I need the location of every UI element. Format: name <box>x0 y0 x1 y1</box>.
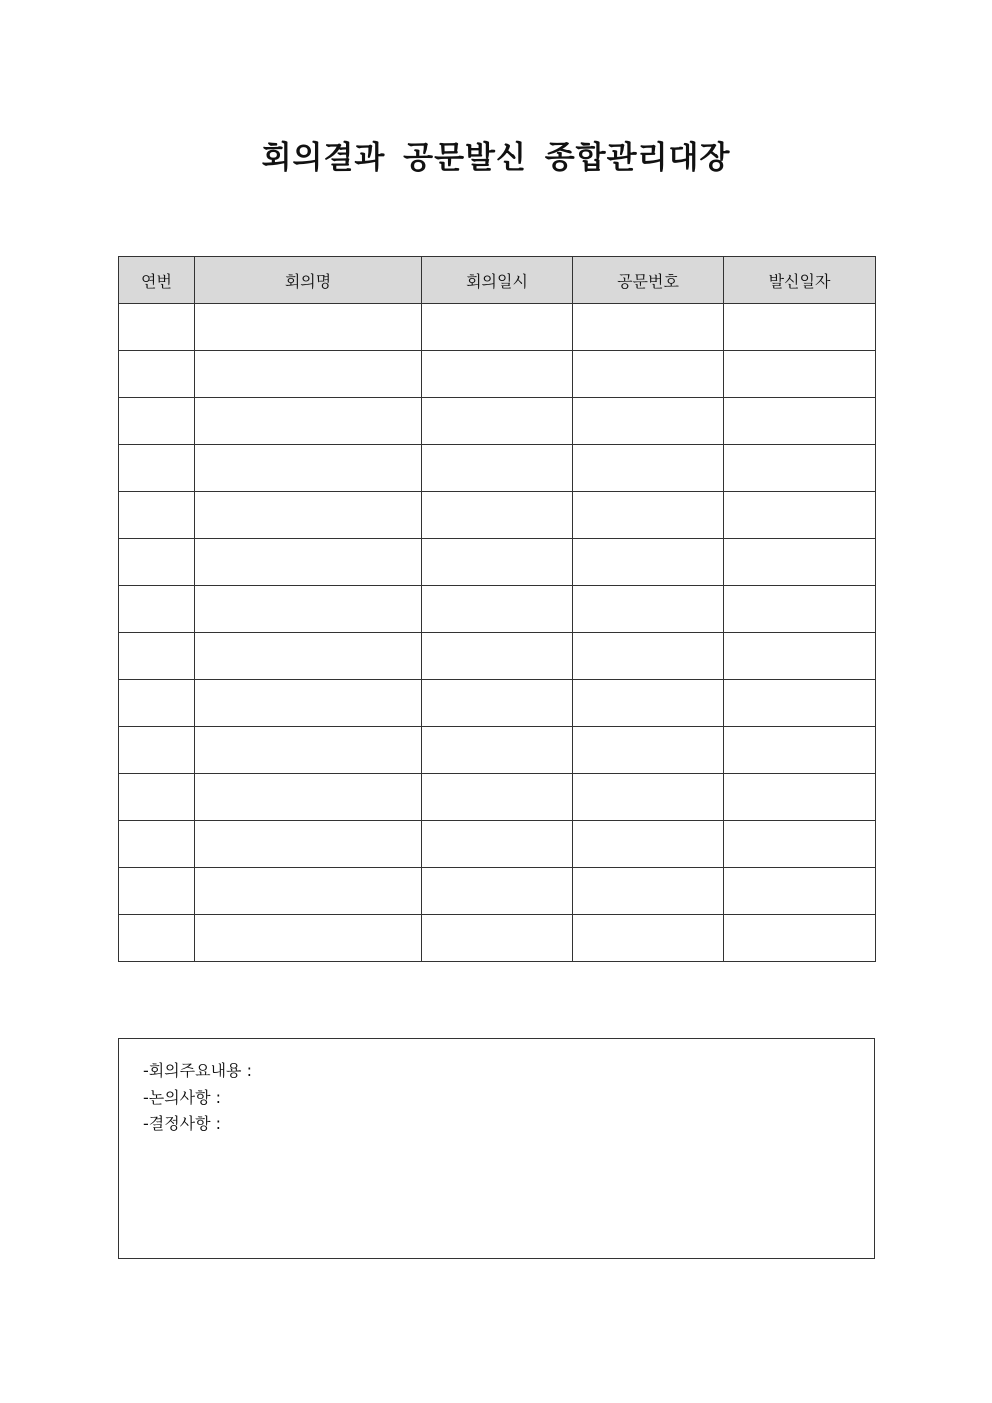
cell-meeting-datetime[interactable] <box>422 633 573 680</box>
table-row <box>119 539 876 586</box>
cell-serial-number[interactable] <box>119 492 195 539</box>
cell-serial-number[interactable] <box>119 304 195 351</box>
cell-serial-number[interactable] <box>119 398 195 445</box>
table-row <box>119 868 876 915</box>
cell-meeting-datetime[interactable] <box>422 586 573 633</box>
cell-serial-number[interactable] <box>119 774 195 821</box>
table-row <box>119 633 876 680</box>
cell-document-number[interactable] <box>573 680 724 727</box>
cell-meeting-datetime[interactable] <box>422 774 573 821</box>
note-decision-items: -결정사항 : <box>143 1114 222 1133</box>
cell-meeting-datetime[interactable] <box>422 304 573 351</box>
cell-sent-date[interactable] <box>724 351 876 398</box>
table-row <box>119 915 876 962</box>
column-header-sent-date: 발신일자 <box>724 257 876 304</box>
page-title: 회의결과 공문발신 종합관리대장 <box>261 140 731 176</box>
table-row <box>119 398 876 445</box>
table-row <box>119 774 876 821</box>
cell-meeting-datetime[interactable] <box>422 445 573 492</box>
register-table <box>118 256 876 962</box>
note-discussion-items: -논의사항 : <box>143 1087 222 1107</box>
column-header-meeting-name: 회의명 <box>195 257 422 304</box>
cell-sent-date[interactable] <box>724 868 876 915</box>
cell-serial-number[interactable] <box>119 351 195 398</box>
cell-serial-number[interactable] <box>119 915 195 962</box>
cell-document-number[interactable] <box>573 774 724 821</box>
cell-document-number[interactable] <box>573 351 724 398</box>
cell-sent-date[interactable] <box>724 304 876 351</box>
cell-sent-date[interactable] <box>724 915 876 962</box>
column-header-meeting-datetime: 회의일시 <box>422 257 573 304</box>
cell-document-number[interactable] <box>573 821 724 868</box>
table-body <box>119 304 876 962</box>
cell-meeting-datetime[interactable] <box>422 539 573 586</box>
cell-serial-number[interactable] <box>119 680 195 727</box>
cell-sent-date[interactable] <box>724 774 876 821</box>
notes-box <box>118 1038 875 1259</box>
cell-serial-number[interactable] <box>119 821 195 868</box>
cell-meeting-datetime[interactable] <box>422 868 573 915</box>
cell-sent-date[interactable] <box>724 398 876 445</box>
cell-document-number[interactable] <box>573 915 724 962</box>
cell-sent-date[interactable] <box>724 821 876 868</box>
table-row <box>119 727 876 774</box>
cell-sent-date[interactable] <box>724 680 876 727</box>
table-row <box>119 351 876 398</box>
cell-meeting-name[interactable] <box>195 633 422 680</box>
cell-meeting-name[interactable] <box>195 351 422 398</box>
cell-meeting-datetime[interactable] <box>422 351 573 398</box>
cell-meeting-name[interactable] <box>195 586 422 633</box>
cell-sent-date[interactable] <box>724 633 876 680</box>
cell-serial-number[interactable] <box>119 445 195 492</box>
cell-document-number[interactable] <box>573 304 724 351</box>
table-row <box>119 821 876 868</box>
cell-serial-number[interactable] <box>119 586 195 633</box>
table-header-row <box>119 257 876 304</box>
cell-sent-date[interactable] <box>724 586 876 633</box>
column-header-document-number: 공문번호 <box>573 257 724 304</box>
cell-meeting-datetime[interactable] <box>422 680 573 727</box>
table-row <box>119 680 876 727</box>
cell-meeting-name[interactable] <box>195 445 422 492</box>
column-header-serial-number: 연번 <box>119 257 195 304</box>
cell-document-number[interactable] <box>573 398 724 445</box>
cell-meeting-datetime[interactable] <box>422 492 573 539</box>
note-main-content: -회의주요내용 : <box>143 1061 252 1080</box>
cell-meeting-name[interactable] <box>195 774 422 821</box>
cell-meeting-name[interactable] <box>195 680 422 727</box>
cell-document-number[interactable] <box>573 633 724 680</box>
table-row <box>119 445 876 492</box>
cell-document-number[interactable] <box>573 539 724 586</box>
cell-document-number[interactable] <box>573 727 724 774</box>
cell-sent-date[interactable] <box>724 492 876 539</box>
cell-document-number[interactable] <box>573 492 724 539</box>
cell-meeting-name[interactable] <box>195 727 422 774</box>
cell-meeting-name[interactable] <box>195 868 422 915</box>
cell-meeting-name[interactable] <box>195 492 422 539</box>
cell-meeting-name[interactable] <box>195 539 422 586</box>
cell-serial-number[interactable] <box>119 539 195 586</box>
cell-serial-number[interactable] <box>119 633 195 680</box>
cell-sent-date[interactable] <box>724 727 876 774</box>
cell-meeting-datetime[interactable] <box>422 727 573 774</box>
cell-document-number[interactable] <box>573 586 724 633</box>
cell-meeting-datetime[interactable] <box>422 821 573 868</box>
cell-sent-date[interactable] <box>724 539 876 586</box>
cell-meeting-name[interactable] <box>195 398 422 445</box>
cell-meeting-datetime[interactable] <box>422 398 573 445</box>
cell-document-number[interactable] <box>573 445 724 492</box>
cell-document-number[interactable] <box>573 868 724 915</box>
cell-serial-number[interactable] <box>119 727 195 774</box>
cell-meeting-name[interactable] <box>195 304 422 351</box>
table-row <box>119 492 876 539</box>
cell-meeting-name[interactable] <box>195 915 422 962</box>
table-row <box>119 304 876 351</box>
table-row <box>119 586 876 633</box>
notes-list <box>143 1058 252 1138</box>
cell-meeting-name[interactable] <box>195 821 422 868</box>
cell-serial-number[interactable] <box>119 868 195 915</box>
cell-sent-date[interactable] <box>724 445 876 492</box>
cell-meeting-datetime[interactable] <box>422 915 573 962</box>
